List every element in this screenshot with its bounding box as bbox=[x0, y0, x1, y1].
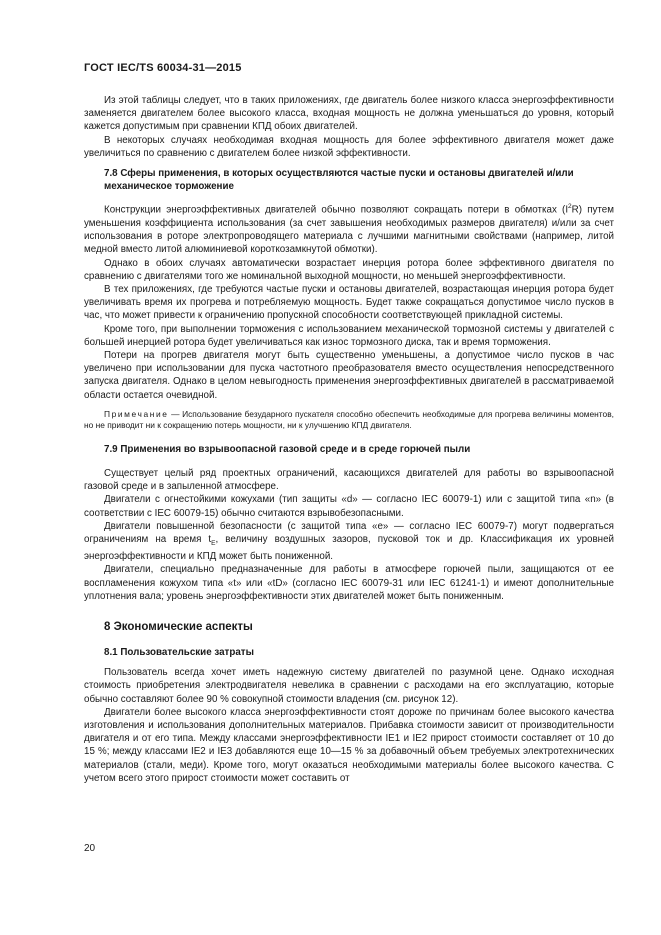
paragraph: Из этой таблицы следует, что в таких приложениях, где двигатель более низкого класса энергоэффективности заменяется двигателем более высокого класса, входная мощность не должна уменьшаться до уровня, который кажется допустимым при сравнении КПД обоих двигателей. bbox=[84, 95, 614, 133]
section-heading-7-9: 7.9 Применения во взрывоопасной газовой среде и в среде горючей пыли bbox=[104, 443, 471, 455]
paragraph: Однако в обоих случаях автоматически возрастает инерция ротора более эффективного двигателя по сравнению с двигателями того же номинальной выходной мощности, но меньшей энергоэффективности. bbox=[84, 257, 614, 282]
section-heading-8-1: 8.1 Пользовательские затраты bbox=[104, 646, 254, 658]
document-header: ГОСТ IEC/TS 60034-31—2015 bbox=[84, 62, 242, 74]
section-heading-8: 8 Экономические аспекты bbox=[104, 620, 253, 633]
paragraph: Существует целый ряд проектных ограничений, касающихся двигателей для работы во взрывоопасной газовой среде и в запыленной атмосфере. bbox=[84, 467, 614, 493]
paragraph: Кроме того, при выполнении торможения с использованием механической тормозной системы у двигателей с большей инерцией ротора будет увеличиваться как износ тормозного диска, так и время торможения. bbox=[84, 323, 614, 348]
paragraph: Двигатели более высокого класса энергоэффективности стоят дороже по причинам более высокого качества изготовления и использования дополнительных материалов. Прибавка стоимости зависит от производительности двигателя и от его типа. Между классами энергоэффективности IE1 и IE2 прирост стоимости составляет от 10 до 15 %; между классами IE2 и IE3 добавляются еще 10—15 % за добавочный объем требуемых электротехнических материалов (стали, меди). Кроме того, могут оказаться необходимыми материалы более высокого качества. С учетом всего этого прирост стоимости может составить от bbox=[84, 706, 614, 784]
note-text: — Использование безударного пускателя способно обеспечить необходимые для прогрева величины моментов, но не приводит ни к сокращению потерь мощности, ни к улучшению КПД двигателя. bbox=[84, 408, 614, 431]
note-label: Примечание bbox=[104, 408, 169, 419]
paragraph: Двигатели повышенной безопасности (с защитой типа «e» — согласно IEC 60079-7) могут подвергаться ограничениям на время $t_E$, величину воздушных зазоров, пусковой ток и др. Классификация их уровней энергоэффективности и КПД может быть пониженной. bbox=[84, 520, 615, 563]
paragraph: Двигатели, специально предназначенные для работы в атмосфере горючей пыли, защищаются от ее воспламенения кожухом типа «t» или «tD» (согласно IEC 60079-31 или IEC 61241-1) и имеют дополнительные уплотнения вала; уровень энергоэффективности этих двигателей может быть пониженным. bbox=[84, 564, 614, 602]
paragraph: Потери на прогрев двигателя могут быть существенно уменьшены, а допустимое число пусков в час увеличено при использовании для пуска частотного преобразователя вместо осуществления непосредственного запуска двигателя. Однако в целом невыгодность применения энергоэффективных двигателей в рассматриваемой области остается очевидной. bbox=[84, 349, 614, 401]
paragraph: Конструкции энергоэффективных двигателей обычно позволяют сокращать потери в обмотках $(I^2R)$ путем уменьшения коэффициента использования (за счет завышения необходимых размеров двигателя) и/или за счет использования в роторе электропроводящего материала с лучшими магнитными свойствами (например, литой медной вместо литой алюминиевой короткозамкнутой обмотки). bbox=[84, 203, 614, 256]
paragraph: Пользователь всегда хочет иметь надежную систему двигателей по разумной цене. Однако исходная стоимость приобретения электродвигателя невелика в сравнении с расходами на его эксплуатацию, которые обычно составляют более 90 % совокупной стоимости владения (см. рисунок 12). bbox=[84, 667, 614, 705]
paragraph: Двигатели с огнестойкими кожухами (тип защиты «d» — согласно IEC 60079-1) или с защитой типа «n» (в соответствии с IEC 60079-15) обычно считаются взрывобезопасными. bbox=[84, 494, 614, 519]
paragraph: В некоторых случаях необходимая входная мощность для более эффективного двигателя может даже увеличиться по сравнению с двигателем более низкой эффективности. bbox=[84, 134, 614, 159]
page-number: 20 bbox=[84, 843, 96, 854]
section-heading-7-8: 7.8 Сферы применения, в которых осуществляются частые пуски и остановы двигателей и/или механическое торможение bbox=[104, 168, 574, 193]
note bbox=[84, 409, 614, 432]
paragraph: В тех приложениях, где требуются частые пуски и остановы двигателей, возрастающая инерция ротора будет увеличивать время их прогрева и потребляемую мощность. Будет также сокращаться допустимое число пусков в час, что может привести к ограничению пропускной способности соответствующей прикладной системы. bbox=[84, 283, 614, 322]
document-page bbox=[84, 62, 614, 785]
